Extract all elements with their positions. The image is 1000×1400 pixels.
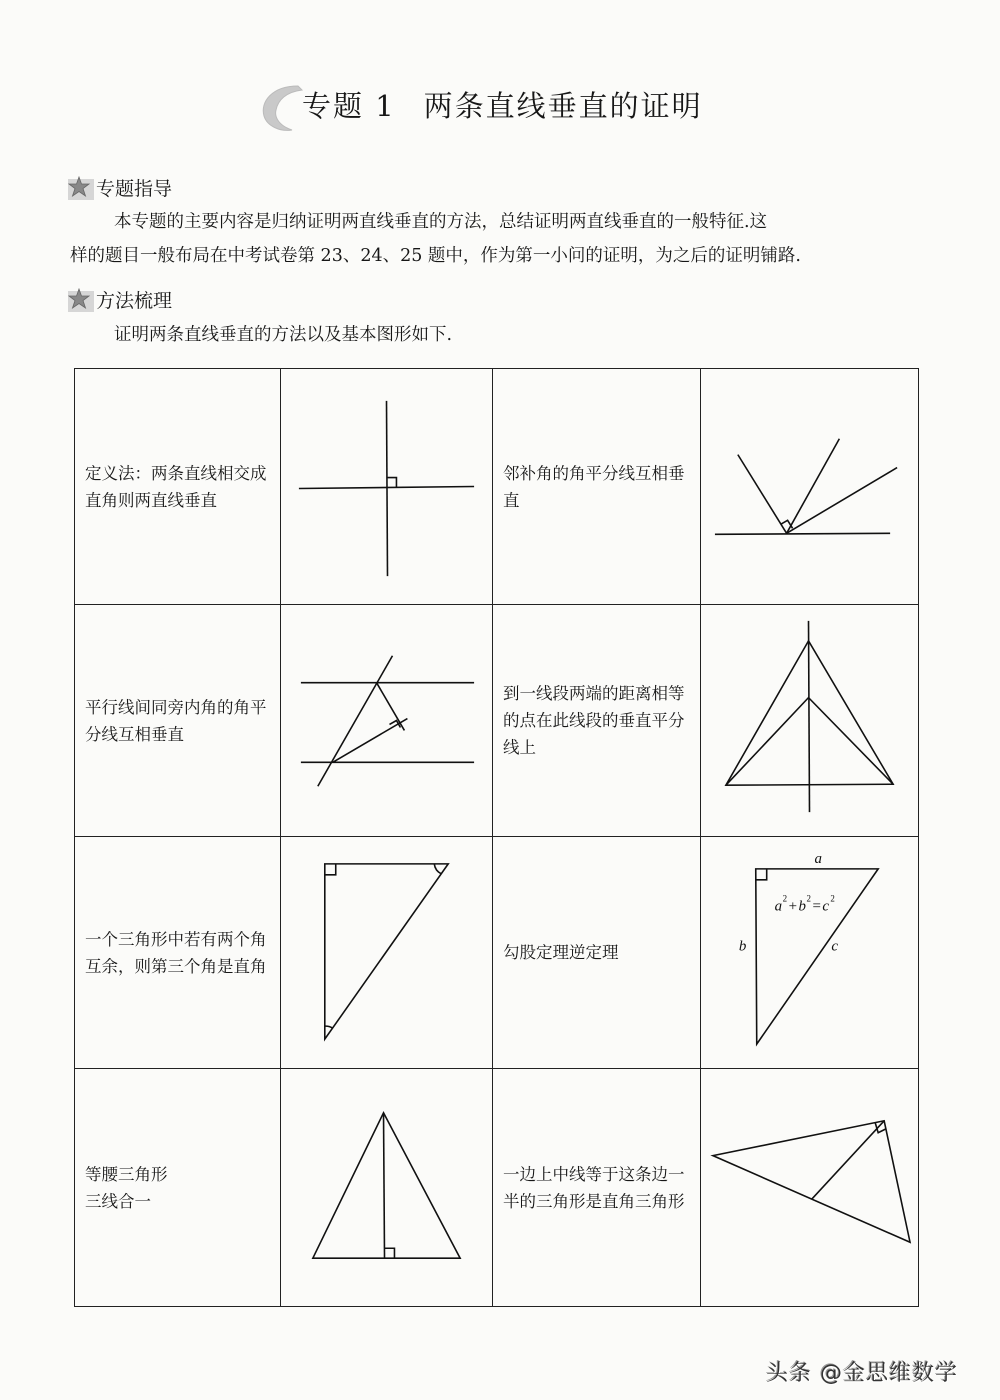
method-text-isosceles: 等腰三角形 三线合一 bbox=[75, 1069, 281, 1307]
methods-heading: 方法梳理 bbox=[96, 290, 173, 312]
svg-text:c: c bbox=[822, 898, 830, 915]
topic-title: 两条直线垂直的证明 bbox=[423, 89, 703, 123]
svg-text:b: b bbox=[798, 898, 807, 915]
method-text-perpendicular-bisector: 到一线段两端的距离相等的点在此线段的垂直平分线上 bbox=[493, 605, 701, 837]
svg-text:+: + bbox=[788, 898, 798, 915]
star-icon bbox=[68, 176, 94, 200]
method-text-pythagorean-converse: 勾股定理逆定理 bbox=[493, 837, 701, 1069]
method-text-median-half: 一边上中线等于这条边一半的三角形是直角三角形 bbox=[493, 1069, 701, 1307]
angle-arc-bottom bbox=[325, 1026, 333, 1028]
figure-perpendicular-bisector bbox=[701, 605, 919, 837]
figure-isosceles-three-lines bbox=[281, 1069, 493, 1307]
page-title bbox=[302, 84, 703, 125]
method-text-parallel-bisectors: 平行线间同旁内角的角平分线互相垂直 bbox=[75, 605, 281, 837]
table-row bbox=[75, 605, 919, 837]
isosceles-triangle bbox=[313, 1113, 460, 1258]
methods-intro: 证明两条直线垂直的方法以及基本图形如下. bbox=[114, 325, 453, 345]
star-icon bbox=[68, 288, 94, 312]
label-b: b bbox=[738, 938, 747, 955]
right-angle-mark bbox=[387, 478, 397, 488]
right-triangle bbox=[325, 864, 448, 1039]
method-text-definition: 定义法：两条直线相交成直角则两直线垂直 bbox=[75, 369, 281, 605]
ray-middle bbox=[787, 439, 840, 534]
method-text-supplementary-bisectors: 邻补角的角平分线互相垂直 bbox=[493, 369, 701, 605]
vertical-line bbox=[387, 401, 388, 576]
guide-heading: 专题指导 bbox=[96, 178, 173, 200]
table-row bbox=[75, 1069, 919, 1307]
right-triangle bbox=[713, 1121, 910, 1242]
figure-median-half-side bbox=[701, 1069, 919, 1307]
label-c: c bbox=[831, 938, 839, 955]
angle-arc-top bbox=[434, 864, 441, 874]
svg-text:2: 2 bbox=[806, 893, 811, 904]
watermark: 头条 @金思维数学 bbox=[766, 1361, 958, 1386]
figure-pythagorean-converse bbox=[701, 837, 919, 1069]
horizontal-line bbox=[299, 487, 474, 489]
svg-text:=: = bbox=[812, 898, 821, 915]
right-angle-mark bbox=[385, 1248, 395, 1258]
title-block bbox=[258, 78, 738, 138]
figure-supplementary-bisectors bbox=[701, 369, 919, 605]
figure-complementary-angles-triangle bbox=[281, 837, 493, 1069]
right-angle-mark bbox=[756, 869, 767, 880]
svg-text:a: a bbox=[774, 898, 783, 915]
pythagorean-formula bbox=[775, 894, 835, 915]
figure-perpendicular-cross bbox=[281, 369, 493, 605]
label-a: a bbox=[814, 850, 822, 867]
bisector-left bbox=[738, 455, 787, 534]
bisector-line bbox=[809, 621, 810, 812]
bisector-right bbox=[787, 468, 897, 534]
topic-label: 专题 1 bbox=[302, 89, 396, 123]
guide-paragraph-line-2: 样的题目一般布局在中考试卷第 23、24、25 题中，作为第一小问的证明，为之后的证明铺路. bbox=[70, 246, 801, 266]
methods-table bbox=[74, 368, 919, 1307]
right-angle-mark bbox=[325, 864, 336, 875]
svg-text:2: 2 bbox=[782, 893, 788, 904]
title-decoration-icon bbox=[258, 82, 306, 134]
guide-paragraph-line-1: 本专题的主要内容是归纳证明两直线垂直的方法，总结证明两直线垂直的一般特征.这 bbox=[114, 212, 768, 232]
base-line bbox=[715, 533, 890, 534]
section-heading-guide bbox=[68, 174, 172, 201]
altitude-line bbox=[384, 1113, 385, 1258]
transversal bbox=[318, 656, 393, 786]
table-row bbox=[75, 837, 919, 1069]
method-text-complementary-angles: 一个三角形中若有两个角互余，则第三个角是直角 bbox=[75, 837, 281, 1069]
right-triangle bbox=[756, 869, 878, 1044]
section-heading-methods bbox=[68, 286, 172, 313]
figure-parallel-bisectors bbox=[281, 605, 493, 837]
table-row bbox=[75, 369, 919, 605]
svg-text:2: 2 bbox=[830, 893, 835, 904]
